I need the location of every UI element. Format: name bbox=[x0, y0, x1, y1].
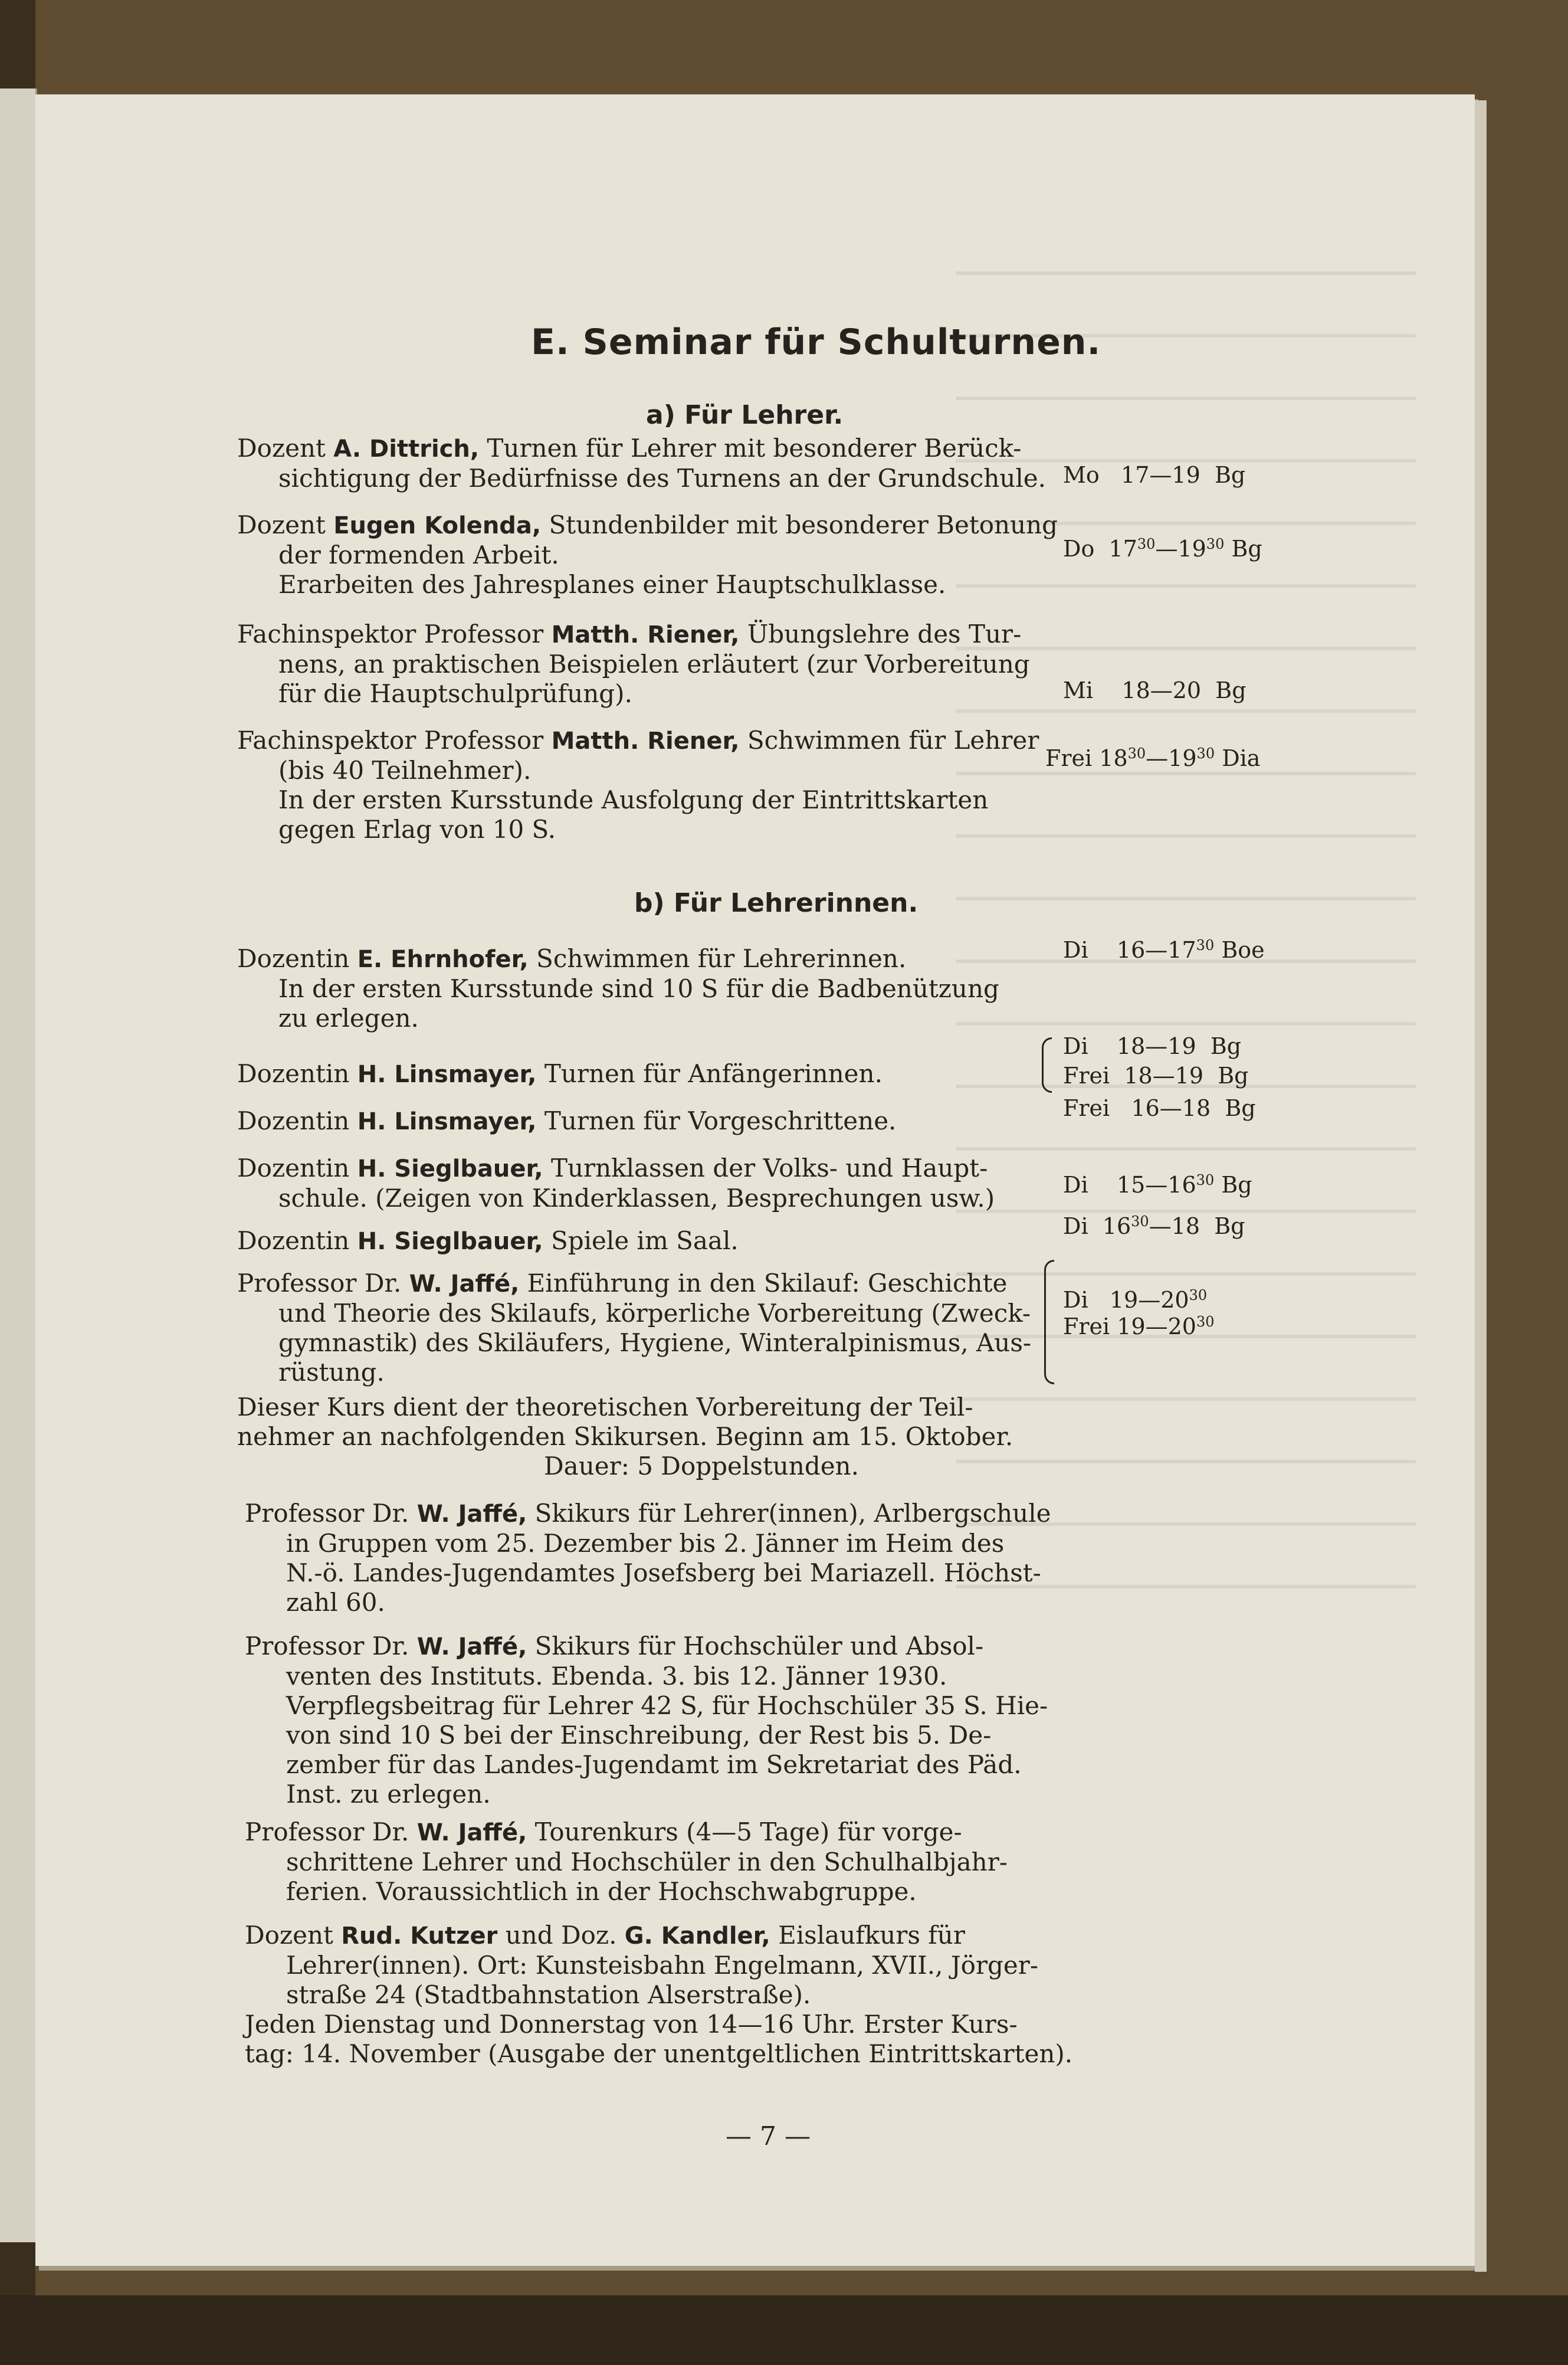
entry-kolenda bbox=[237, 510, 1075, 600]
entry-line: Dieser Kurs dient der theoretischen Vorbereitung der Teil- bbox=[237, 1393, 973, 1421]
entry-line: und Theorie des Skilaufs, körperliche Vorbereitung (Zweck- bbox=[278, 1299, 1031, 1328]
entry-line: Dozent Rud. Kutzer und Doz. G. Kandler, Eislaufkurs für bbox=[245, 1921, 965, 1950]
entry-line: Dozentin H. Linsmayer, Turnen für Anfängerinnen. bbox=[237, 1059, 883, 1088]
entry-line: von sind 10 S bei der Einschreibung, der Rest bis 5. De- bbox=[286, 1721, 992, 1750]
entry-jaffe-3 bbox=[245, 1632, 1082, 1809]
schedule-riener-2: Frei $18^{30}—19^{30}$ Dia bbox=[1045, 745, 1261, 771]
schedule-jaffe-1a: Di $19—20^{30}$ bbox=[1063, 1287, 1208, 1313]
entry-jaffe-note bbox=[237, 1393, 1075, 1481]
entry-line: Fachinspektor Professor Matth. Riener, Übungslehre des Tur- bbox=[237, 620, 1022, 648]
entry-kutzer-kandler bbox=[245, 1921, 1082, 2069]
entry-line: venten des Instituts. Ebenda. 3. bis 12. Jänner 1930. bbox=[286, 1662, 947, 1691]
entry-jaffe-4 bbox=[245, 1817, 1082, 1907]
entry-riener-1 bbox=[237, 620, 1075, 709]
page-number: — 7 — bbox=[726, 2121, 811, 2151]
entry-line: straße 24 (Stadtbahnstation Alserstraße). bbox=[286, 1980, 811, 2009]
entry-line: In der ersten Kursstunde Ausfolgung der Eintrittskarten bbox=[278, 785, 989, 814]
entry-line: Dozentin H. Linsmayer, Turnen für Vorgeschrittene. bbox=[237, 1106, 897, 1135]
schedule-linsmayer-1a: Di 18—19 Bg bbox=[1063, 1033, 1242, 1059]
entry-jaffe-1 bbox=[237, 1269, 1075, 1387]
entry-jaffe-2 bbox=[245, 1499, 1082, 1617]
schedule-sieglbauer-1: Di $15—16^{30}$ Bg bbox=[1063, 1172, 1252, 1198]
section-b-title: b) Für Lehrerinnen. bbox=[634, 888, 919, 918]
entry-line: Lehrer(innen). Ort: Kunsteisbahn Engelmann, XVII., Jörger- bbox=[286, 1951, 1039, 1980]
entry-dittrich bbox=[237, 434, 1075, 493]
entry-line: zahl 60. bbox=[286, 1588, 385, 1617]
entry-line: in Gruppen vom 25. Dezember bis 2. Jänner im Heim des bbox=[286, 1529, 1005, 1558]
entry-line: gymnastik) des Skiläufers, Hygiene, Winteralpinismus, Aus- bbox=[278, 1328, 1032, 1357]
entry-line: zember für das Landes-Jugendamt im Sekretariat des Päd. bbox=[286, 1750, 1022, 1779]
entry-line: Verpflegsbeitrag für Lehrer 42 S, für Hochschüler 35 S. Hie- bbox=[286, 1691, 1048, 1720]
section-a-title: a) Für Lehrer. bbox=[646, 400, 844, 430]
entry-line: tag: 14. November (Ausgabe der unentgeltlichen Eintrittskarten). bbox=[245, 2039, 1073, 2068]
schedule-brace bbox=[1044, 1260, 1054, 1384]
page-heading: E. Seminar für Schulturnen. bbox=[531, 322, 1101, 363]
entry-line: gegen Erlag von 10 S. bbox=[278, 815, 556, 844]
entry-line: Dozent A. Dittrich, Turnen für Lehrer mit besonderer Berück- bbox=[237, 434, 1022, 463]
schedule-sieglbauer-2: Di $16^{30}—18$ Bg bbox=[1063, 1213, 1245, 1239]
previous-page-edge bbox=[0, 89, 37, 2242]
entry-line: (bis 40 Teilnehmer). bbox=[278, 756, 532, 785]
entry-line: rüstung. bbox=[278, 1358, 385, 1387]
scan-background-bottom bbox=[0, 2295, 1568, 2365]
entry-line: nehmer an nachfolgenden Skikursen. Beginn am 15. Oktober. bbox=[237, 1422, 1013, 1451]
entry-line: Dauer: 5 Doppelstunden. bbox=[544, 1452, 859, 1480]
entry-line: Dozent Eugen Kolenda, Stundenbilder mit besonderer Betonung bbox=[237, 510, 1058, 539]
schedule-riener-1: Mi 18—20 Bg bbox=[1063, 677, 1246, 703]
entry-line: der formenden Arbeit. bbox=[278, 541, 559, 569]
entry-linsmayer-2 bbox=[237, 1106, 1075, 1136]
entry-line: In der ersten Kursstunde sind 10 S für die Badbenützung bbox=[278, 974, 999, 1003]
entry-ehrnhofer bbox=[237, 944, 1075, 1033]
schedule-linsmayer-2: Frei 16—18 Bg bbox=[1063, 1095, 1256, 1121]
entry-line: Dozentin H. Sieglbauer, Turnklassen der Volks- und Haupt- bbox=[237, 1154, 988, 1182]
entry-line: N.-ö. Landes-Jugendamtes Josefsberg bei Mariazell. Höchst- bbox=[286, 1558, 1041, 1587]
schedule-kolenda: Do $17^{30}—19^{30}$ Bg bbox=[1063, 536, 1262, 562]
entry-line: sichtigung der Bedürfnisse des Turnens an der Grundschule. bbox=[278, 464, 1047, 493]
schedule-dittrich: Mo 17—19 Bg bbox=[1063, 462, 1246, 488]
schedule-jaffe-1b: Frei $19—20^{30}$ bbox=[1063, 1313, 1215, 1339]
entry-line: schule. (Zeigen von Kinderklassen, Besprechungen usw.) bbox=[278, 1184, 995, 1213]
entry-riener-2 bbox=[237, 726, 1075, 844]
entry-line: schrittene Lehrer und Hochschüler in den Schulhalbjahr- bbox=[286, 1848, 1008, 1876]
entry-line: Fachinspektor Professor Matth. Riener, Schwimmen für Lehrer bbox=[237, 726, 1039, 755]
entry-line: Dozentin E. Ehrnhofer, Schwimmen für Lehrerinnen. bbox=[237, 944, 907, 973]
schedule-linsmayer-1b: Frei 18—19 Bg bbox=[1063, 1063, 1249, 1089]
entry-sieglbauer-2 bbox=[237, 1226, 1075, 1256]
entry-sieglbauer-1 bbox=[237, 1154, 1075, 1213]
entry-line: Professor Dr. W. Jaffé, Skikurs für Hochschüler und Absol- bbox=[245, 1632, 984, 1660]
entry-line: Inst. zu erlegen. bbox=[286, 1780, 491, 1809]
entry-line: Jeden Dienstag und Donnerstag von 14—16 Uhr. Erster Kurs- bbox=[245, 2010, 1018, 2039]
schedule-brace bbox=[1042, 1037, 1052, 1093]
entry-line: Erarbeiten des Jahresplanes einer Hauptschulklasse. bbox=[278, 570, 946, 599]
entry-line: ferien. Voraussichtlich in der Hochschwabgruppe. bbox=[286, 1877, 917, 1906]
entry-line: Professor Dr. W. Jaffé, Einführung in den Skilauf: Geschichte bbox=[237, 1269, 1008, 1298]
entry-line: Dozentin H. Sieglbauer, Spiele im Saal. bbox=[237, 1226, 739, 1255]
entry-linsmayer-1 bbox=[237, 1059, 1075, 1089]
schedule-ehrnhofer: Di $16—17^{30}$ Boe bbox=[1063, 937, 1265, 963]
entry-line: für die Hauptschulprüfung). bbox=[278, 679, 632, 708]
entry-line: zu erlegen. bbox=[278, 1004, 419, 1033]
entry-line: nens, an praktischen Beispielen erläutert (zur Vorbereitung bbox=[278, 650, 1030, 679]
document-page bbox=[35, 94, 1475, 2266]
entry-line: Professor Dr. W. Jaffé, Skikurs für Lehrer(innen), Arlbergschule bbox=[245, 1499, 1051, 1528]
entry-line: Professor Dr. W. Jaffé, Tourenkurs (4—5 Tage) für vorge- bbox=[245, 1817, 962, 1846]
